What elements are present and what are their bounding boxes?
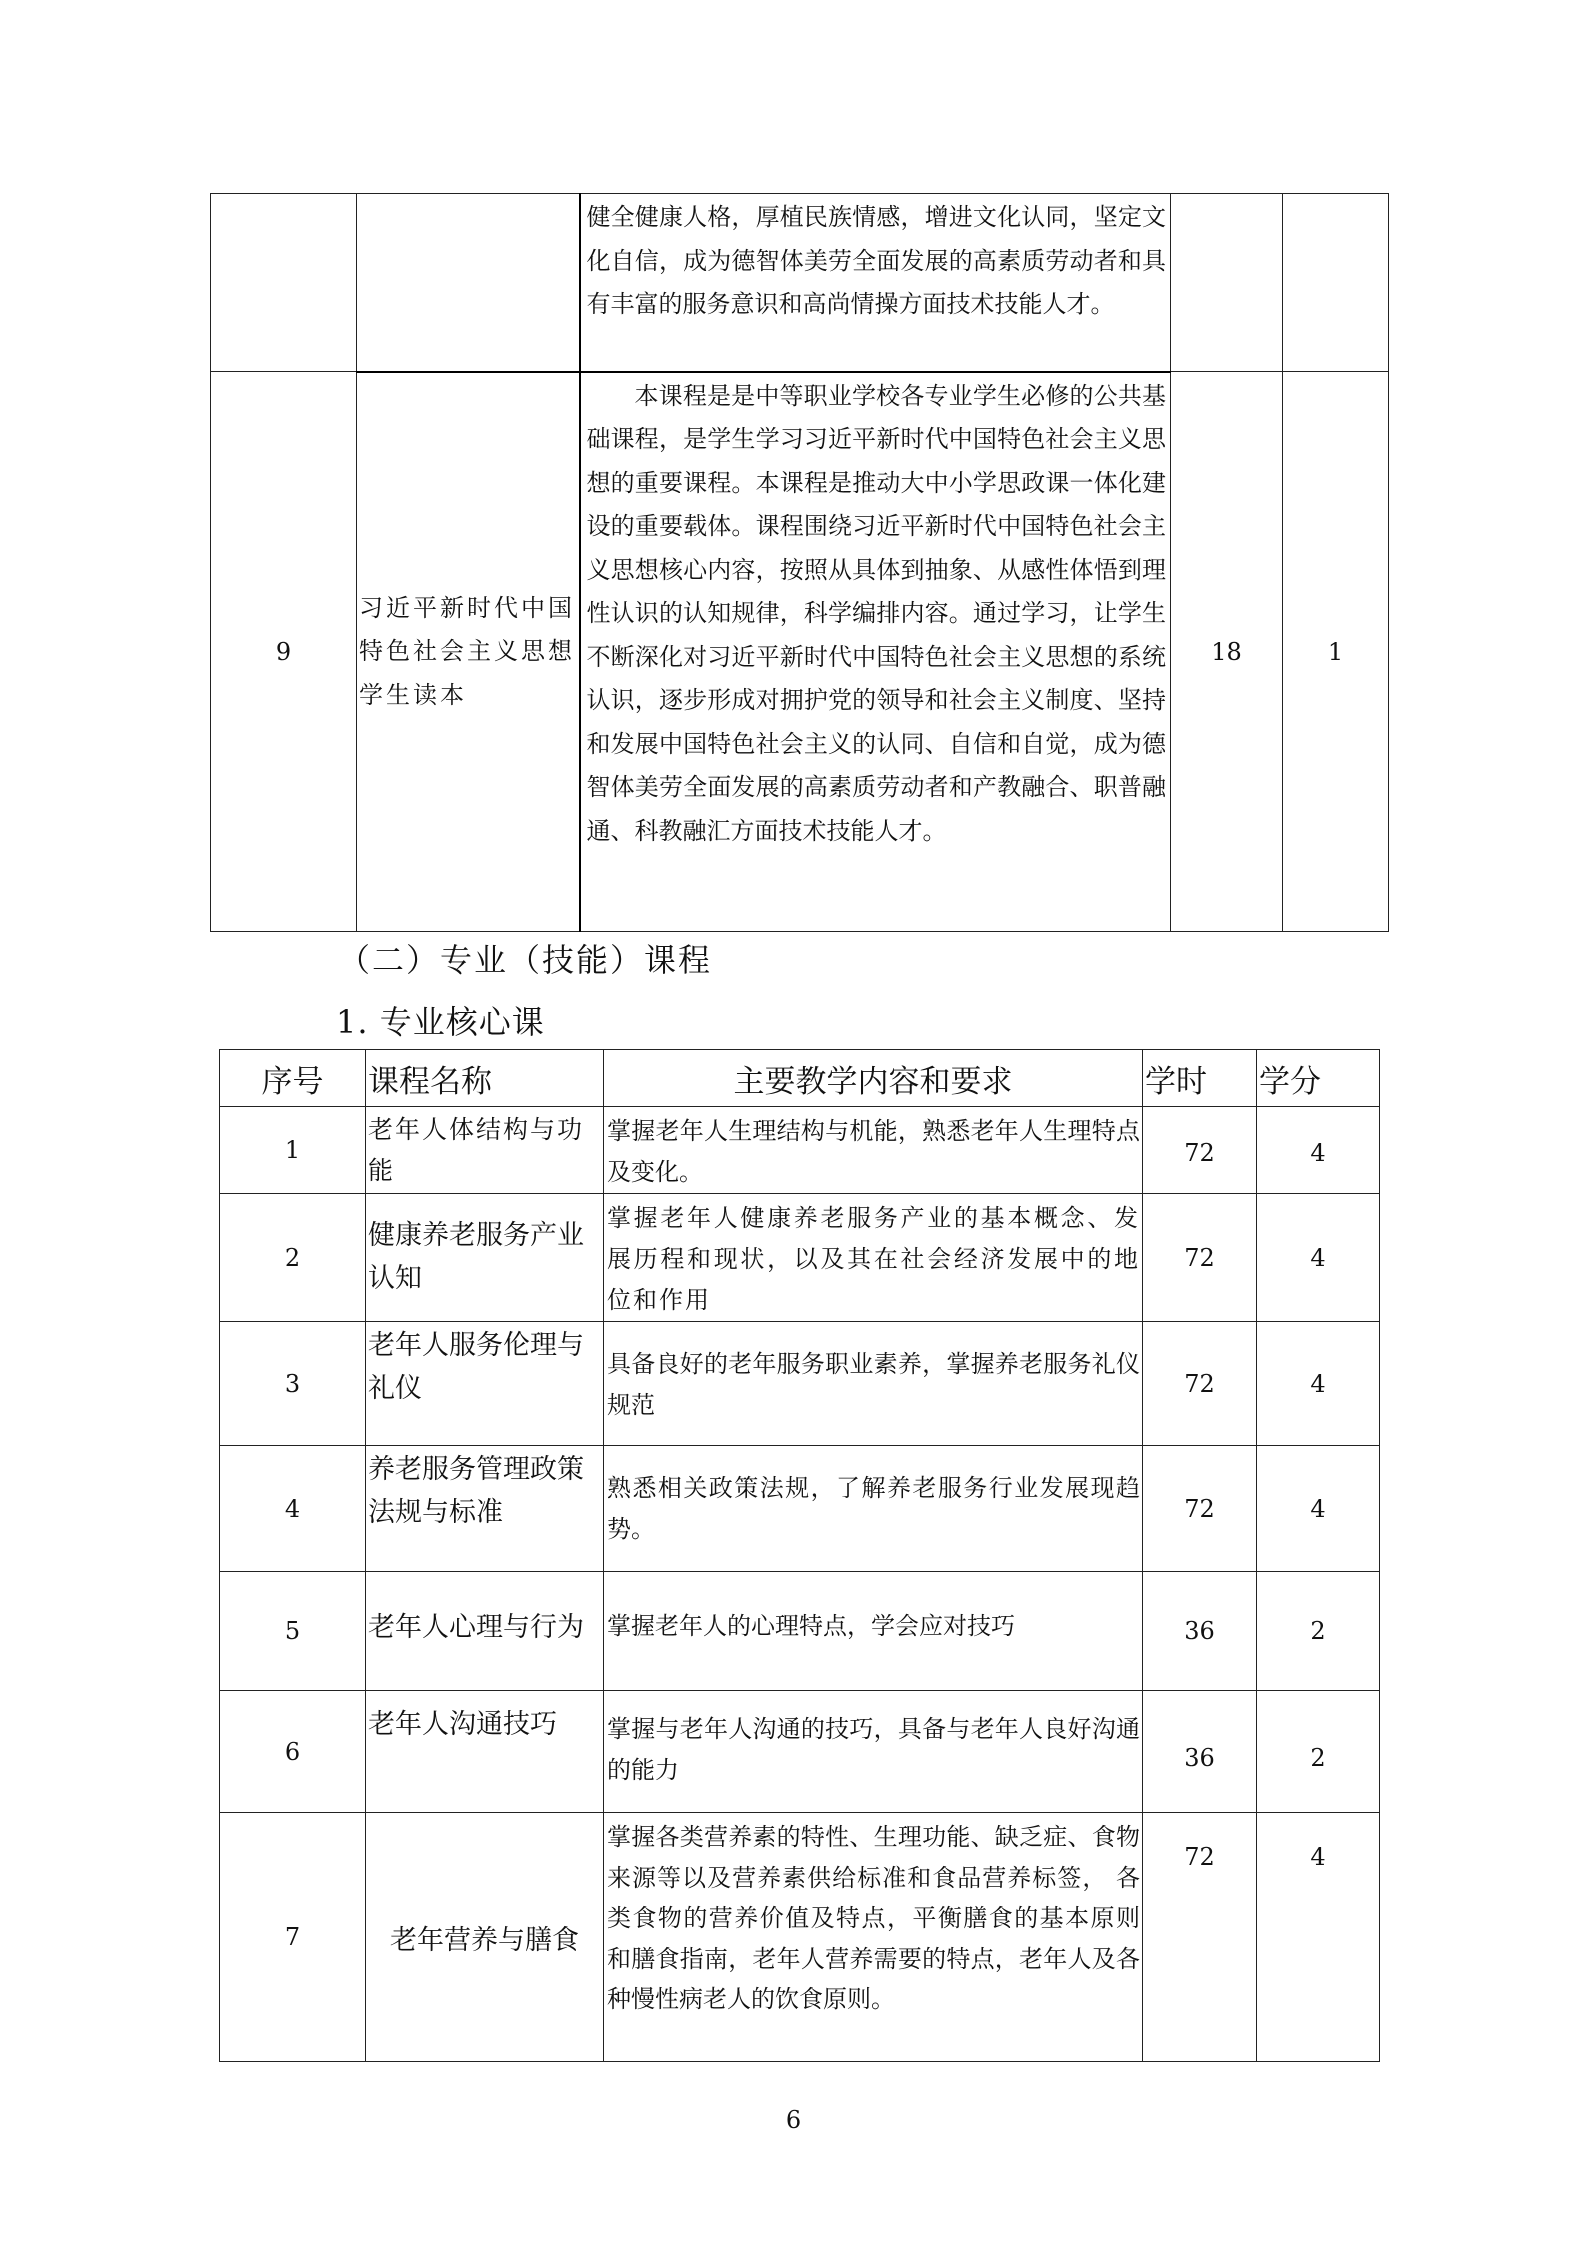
cell-name: 健康养老服务产业认知 bbox=[366, 1194, 604, 1322]
cell-content: 掌握老年人生理结构与机能，熟悉老年人生理特点及变化。 bbox=[604, 1107, 1143, 1194]
header-name: 课程名称 bbox=[366, 1050, 604, 1107]
cell-no: 1 bbox=[220, 1107, 366, 1194]
cell-content: 具备良好的老年服务职业素养，掌握养老服务礼仪规范 bbox=[604, 1322, 1143, 1446]
cell-name: 老年营养与膳食 bbox=[366, 1813, 604, 2062]
header-no: 序号 bbox=[220, 1050, 366, 1107]
cell-credit: 4 bbox=[1257, 1446, 1380, 1572]
cell-hours: 72 bbox=[1143, 1446, 1257, 1572]
core-course-table bbox=[219, 1049, 1380, 2062]
table-row bbox=[220, 1813, 1380, 2062]
cell-credit: 4 bbox=[1257, 1107, 1380, 1194]
cell-credit: 2 bbox=[1257, 1691, 1380, 1813]
cell-credit: 4 bbox=[1257, 1194, 1380, 1322]
cell-credit: 4 bbox=[1257, 1322, 1380, 1446]
cell-credit: 1 bbox=[1283, 372, 1389, 932]
table-row bbox=[220, 1446, 1380, 1572]
cell-credit: 4 bbox=[1257, 1813, 1380, 2062]
cell-hours: 36 bbox=[1143, 1691, 1257, 1813]
cell-content: 掌握老年人健康养老服务产业的基本概念、发展历程和现状，以及其在社会经济发展中的地位和作用 bbox=[604, 1194, 1143, 1322]
cell-name: 老年人心理与行为 bbox=[366, 1572, 604, 1691]
cell-credit: 2 bbox=[1257, 1572, 1380, 1691]
cell-no: 5 bbox=[220, 1572, 366, 1691]
cell-no: 6 bbox=[220, 1691, 366, 1813]
cell-content: 掌握各类营养素的特性、生理功能、缺乏症、食物来源等以及营养素供给标准和食品营养标签， 各类食物的营养价值及特点，平衡膳食的基本原则 和膳食指南，老年人营养需要的特点，老年人及各种慢性病老人的饮食原则。 bbox=[604, 1813, 1143, 2062]
cell-name: 习近平新时代中国特色社会主义思想学生读本 bbox=[357, 372, 580, 932]
header-hours: 学时 bbox=[1143, 1050, 1257, 1107]
cell-hours bbox=[1171, 194, 1283, 372]
cell-name bbox=[357, 194, 580, 372]
public-course-table bbox=[210, 193, 1389, 932]
cell-no: 3 bbox=[220, 1322, 366, 1446]
table-row bbox=[220, 1107, 1380, 1194]
cell-name: 老年人沟通技巧 bbox=[366, 1691, 604, 1813]
cell-name: 养老服务管理政策法规与标准 bbox=[366, 1446, 604, 1572]
cell-content: 健全健康人格，厚植民族情感，增进文化认同，坚定文化自信，成为德智体美劳全面发展的高素质劳动者和具有丰富的服务意识和高尚情操方面技术技能人才。 bbox=[580, 194, 1171, 372]
cell-hours: 72 bbox=[1143, 1194, 1257, 1322]
table-row bbox=[211, 194, 1389, 372]
cell-hours: 72 bbox=[1143, 1107, 1257, 1194]
cell-content: 掌握老年人的心理特点，学会应对技巧 bbox=[604, 1572, 1143, 1691]
cell-name: 老年人服务伦理与礼仪 bbox=[366, 1322, 604, 1446]
cell-hours: 72 bbox=[1143, 1322, 1257, 1446]
header-credit: 学分 bbox=[1257, 1050, 1380, 1107]
section-heading: （二）专业（技能）课程 bbox=[338, 941, 713, 979]
cell-no: 2 bbox=[220, 1194, 366, 1322]
cell-hours: 72 bbox=[1143, 1813, 1257, 2062]
cell-no: 4 bbox=[220, 1446, 366, 1572]
table-row bbox=[220, 1691, 1380, 1813]
cell-content: 本课程是是中等职业学校各专业学生必修的公共基础课程，是学生学习习近平新时代中国特色社会主义思想的重要课程。本课程是推动大中小学思政课一体化建设的重要载体。课程围绕习近平新时代中国特色社会主义思想核心内容，按照从具体到抽象、从感性体悟到理性认识的认知规律，科学编排内容。通过学习，让学生不断深化对习近平新时代中国特色社会主义思想的系统认识，逐步形成对拥护党的领导和社会主义制度、坚持和发展中国特色社会主义的认同、自信和自觉，成为德智体美劳全面发展的高素质劳动者和产教融合、职普融通、科教融汇方面技术技能人才。 bbox=[580, 372, 1171, 932]
cell-name: 老年人体结构与功能 bbox=[366, 1107, 604, 1194]
cell-content: 熟悉相关政策法规，了解养老服务行业发展现趋势。 bbox=[604, 1446, 1143, 1572]
table-row bbox=[211, 372, 1389, 932]
cell-no: 9 bbox=[211, 372, 357, 932]
cell-content: 掌握与老年人沟通的技巧，具备与老年人良好沟通的能力 bbox=[604, 1691, 1143, 1813]
cell-hours: 18 bbox=[1171, 372, 1283, 932]
cell-credit bbox=[1283, 194, 1389, 372]
table-row bbox=[220, 1322, 1380, 1446]
cell-hours: 36 bbox=[1143, 1572, 1257, 1691]
table-row bbox=[220, 1194, 1380, 1322]
header-content: 主要教学内容和要求 bbox=[604, 1050, 1143, 1107]
table-header-row bbox=[220, 1050, 1380, 1107]
table-row bbox=[220, 1572, 1380, 1691]
cell-no bbox=[211, 194, 357, 372]
subsection-heading: 1. 专业核心课 bbox=[336, 1003, 545, 1041]
page-number: 6 bbox=[785, 2106, 802, 2134]
cell-no: 7 bbox=[220, 1813, 366, 2062]
